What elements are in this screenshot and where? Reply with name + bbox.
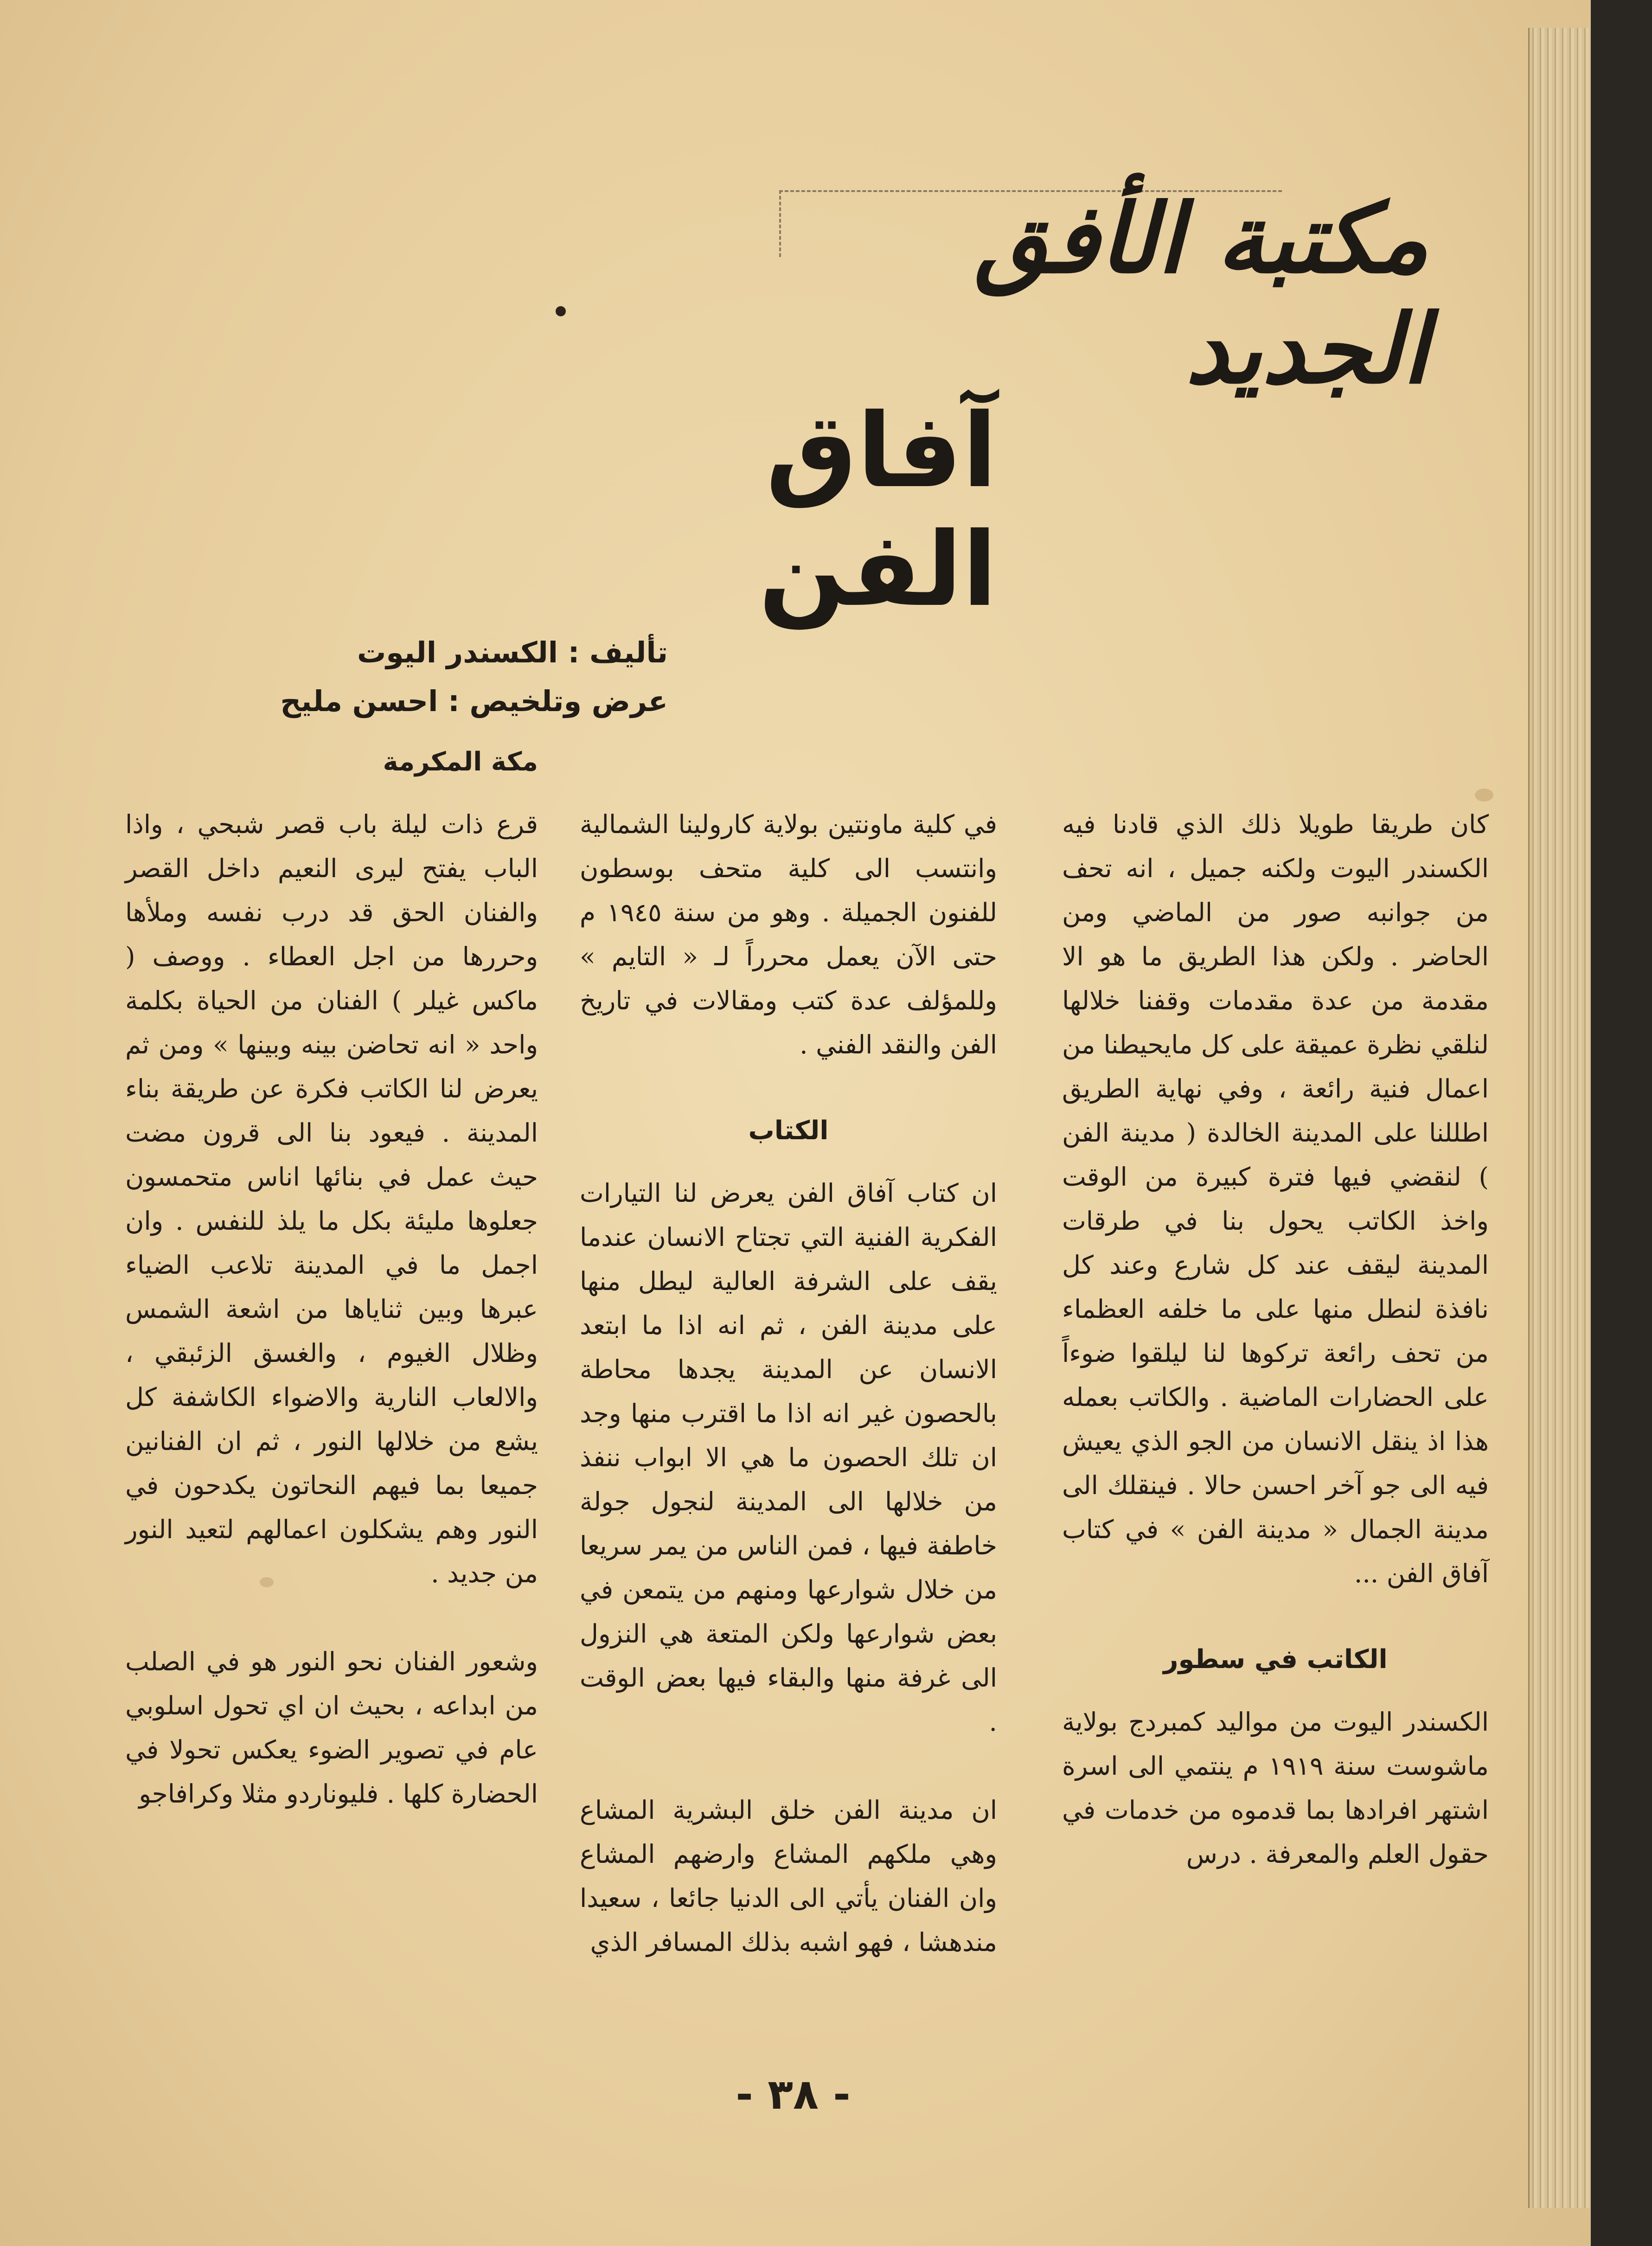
paragraph: وشعور الفنان نحو النور هو في الصلب من ابداعه ، بحيث ان اي تحول اسلوبي عام في تصوير الضوء يعكس تحولا في الحضارة كلها . فليوناردو مثلا وكرافاجو (125, 1647, 538, 1809)
column-heading: مكة المكرمة (383, 747, 538, 777)
paragraph: الكسندر اليوت من مواليد كمبردج بولاية ماشوست سنة ١٩١٩ م ينتمي الى اسرة اشتهر افرادها بما قدموه من خدمات في حقول العلم والمعرفة . درس (1062, 1707, 1489, 1869)
author-line: تأليف : الكسندر اليوت (357, 635, 668, 669)
reviewer-line: عرض وتلخيص : احسن مليح (280, 684, 668, 718)
paragraph: ان مدينة الفن خلق البشرية المشاع وهي ملكهم المشاع وارضهم المشاع وان الفنان يأتي الى الدنيا جائعا ، سعيدا مندهشا ، فهو اشبه بذلك المسافر الذي (580, 1795, 997, 1957)
ink-dot (556, 306, 566, 316)
paragraph: كان طريقا طويلا ذلك الذي قادنا فيه الكسندر اليوت ولكنه جميل ، انه تحف من جوانبه صور من الماضي ومن الحاضر . ولكن هذا الطريق ما هو الا مقدمة من عدة مقدمات وقفنا خلالها لنلقي نظرة عميقة على كل مايحيطنا من اعمال فنية رائعة ، وفي نهاية الطريق اطللنا على المدينة الخالدة ( مدينة الفن ) لنقضي فيها فترة كبيرة من الوقت واخذ الكاتب يحول بنا في طرقات المدينة ليقف عند كل شارع وعند كل نافذة لنطل منها على ما خلفه العظماء من تحف رائعة تركوها لنا ليلقوا ضوءاً على الحضارات الماضية . والكاتب بعمله هذا اذ ينقل الانسان من الجو الذي يعيش فيه الى جو آخر احسن حالا . فينقلك الى مدينة الجمال « مدينة الفن » في كتاب آفاق الفن ... (1062, 809, 1489, 1588)
paragraph: في كلية ماونتين بولاية كارولينا الشمالية وانتسب الى كلية متحف بوسطون للفنون الجميلة . وهو من سنة ١٩٤٥ م حتى الآن يعمل محرراً لـ « التايم » وللمؤلف عدة كتب ومقالات في تاريخ الفن والنقد الفني . (580, 809, 997, 1059)
page-number: - ٣٨ - (736, 2070, 851, 2119)
article-column-right (1062, 802, 1489, 1876)
book-title: آفاق الفن (758, 391, 997, 629)
column-subhead: الكتاب (748, 1116, 829, 1146)
section-title: مكتبة الأفق الجديد (974, 184, 1428, 405)
paragraph: ان كتاب آفاق الفن يعرض لنا التيارات الفكرية الفنية التي تجتاح الانسان عندما يقف على الشرفة العالية ليطل منها على مدينة الفن ، ثم انه اذا ما ابتعد الانسان عن المدينة يجدها محاطة بالحصون غير انه اذا ما اقترب منها وجد ان تلك الحصون ما هي الا ابواب ننفذ من خلالها الى المدينة لنجول جولة خاطفة فيها ، فمن الناس من يمر سريعا من خلال شوارعها ومنهم من يتمعن في بعض شوارعها ولكن المتعة هي النزول الى غرفة منها والبقاء فيها بعض الوقت . (580, 1178, 997, 1737)
paper-stain (1475, 789, 1493, 802)
article-column-left (125, 802, 538, 1816)
paragraph: قرع ذات ليلة باب قصر شبحي ، واذا الباب يفتح ليرى النعيم داخل القصر والفنان الحق قد درب نفسه وملأها وحررها من اجل العطاء . ووصف ( ماكس غيلر ) الفنان من الحياة بكلمة واحد « انه تحاضن بينه وبينها » ومن ثم يعرض لنا الكاتب فكرة عن طريقة بناء المدينة . فيعود بنا الى قرون مضت حيث عمل في بنائها اناس متحمسون جعلوها مليئة بكل ما يلذ للنفس . وان اجمل ما في المدينة تلاعب الضياء عبرها وبين ثناياها من اشعة الشمس وظلال الغيوم ، والغسق الزئبقي ، والالعاب النارية والاضواء الكاشفة كل يشع من خلالها النور ، ثم ان الفنانين جميعا بما فيهم النحاتون يكدحون في النور وهم يشكلون اعمالهم لتعيد النور من جديد . (125, 809, 538, 1588)
column-subhead: الكاتب في سطور (1163, 1644, 1388, 1675)
page-stack-edge (1528, 28, 1591, 2208)
article-column-middle (580, 802, 997, 1964)
